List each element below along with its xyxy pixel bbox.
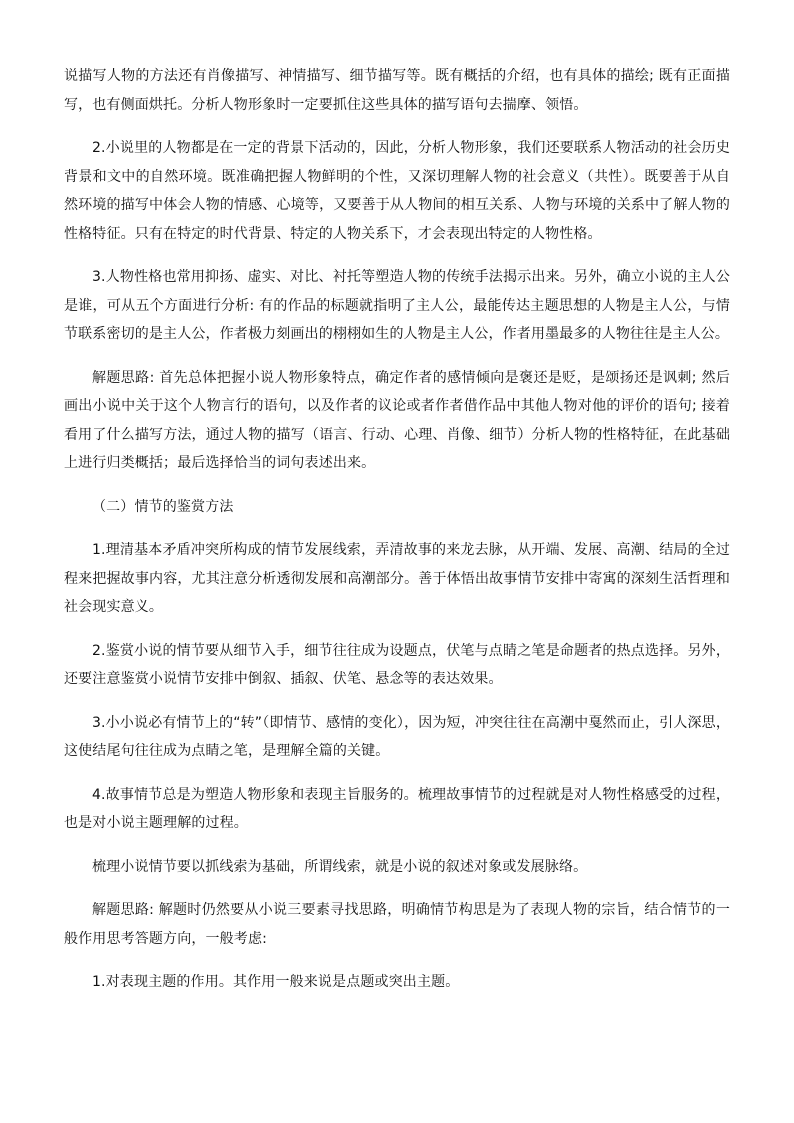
paragraph-solving-approach-plot: 解题思路: 解题时仍然要从小说三要素寻找思路，明确情节构思是为了表现人物的宗旨，结合情节的一般作用思考答题方向，一般考虑: (64, 902, 730, 947)
paragraph-plot-point-4: 4.故事情节总是为塑造人物形象和表现主旨服务的。梳理故事情节的过程就是对人物性格感受的过程，也是对小说主题理解的过程。 (64, 786, 730, 831)
paragraph-solving-approach-characters: 解题思路: 首先总体把握小说人物形象特点，确定作者的感情倾向是褒还是贬，是颂扬还是讽刺; 然后画出小说中关于这个人物言行的语句，以及作者的议论或者作者借作品中其他人物对他的评价的语句; 接着看用了什么描写方法，通过人物的描写（语言、行动、心理、肖像、细节）分析人物的性格特征，在此基础上进行归类概括；最后选择恰当的词句表述出来。 (64, 369, 730, 471)
paragraph-plot-point-3: 3.小小说必有情节上的“转”（即情节、感情的变化），因为短，冲突往往在高潮中戛然而止，引人深思，这使结尾句往往成为点睛之笔，是理解全篇的关键。 (64, 714, 730, 759)
paragraph-character-description-methods: 说描写人物的方法还有肖像描写、神情描写、细节描写等。既有概括的介绍，也有具体的描绘; 既有正面描写，也有侧面烘托。分析人物形象时一定要抓住这些具体的描写语句去揣摩、领悟。 (64, 68, 730, 113)
paragraph-point-2-background: 2.小说里的人物都是在一定的背景下活动的，因此，分析人物形象，我们还要联系人物活动的社会历史背景和文中的自然环境。既准确把握人物鲜明的个性，又深切理解人物的社会意义（共性）。既要善于从自然环境的描写中体会人物的情感、心境等，又要善于从人物间的相互关系、人物与环境的关系中了解人物的性格特征。只有在特定的时代背景、特定的人物关系下，才会表现出特定的人物性格。 (64, 140, 730, 242)
document-body (64, 62, 730, 1012)
paragraph-theme-effect: 1.对表现主题的作用。其作用一般来说是点题或突出主题。 (92, 974, 460, 990)
paragraph-plot-point-2: 2.鉴赏小说的情节要从细节入手，细节往往成为设题点，伏笔与点睛之笔是命题者的热点选择。另外，还要注意鉴赏小说情节安排中倒叙、插叙、伏笔、悬念等的表达效果。 (64, 642, 730, 687)
paragraph-plot-clues: 梳理小说情节要以抓线索为基础，所谓线索，就是小说的叙述对象或发展脉络。 (92, 858, 588, 875)
paragraph-point-3-techniques: 3.人物性格也常用抑扬、虚实、对比、衬托等塑造人物的传统手法揭示出来。另外，确立小说的主人公是谁，可从五个方面进行分析: 有的作品的标题就指明了主人公，最能传达主题思想的人物是主人公，与情节联系密切的是主人公，作者极力刻画出的栩栩如生的人物是主人公，作者用墨最多的人物往往是主人公。 (64, 269, 730, 342)
section-heading-plot-appreciation: （二）情节的鉴赏方法 (92, 498, 234, 515)
paragraph-plot-point-1: 1.理清基本矛盾冲突所构成的情节发展线索，弄清故事的来龙去脉，从开端、发展、高潮、结局的全过程来把握故事内容，尤其注意分析透彻发展和高潮部分。善于体悟出故事情节安排中寄寓的深刻生活哲理和社会现实意义。 (64, 542, 730, 615)
